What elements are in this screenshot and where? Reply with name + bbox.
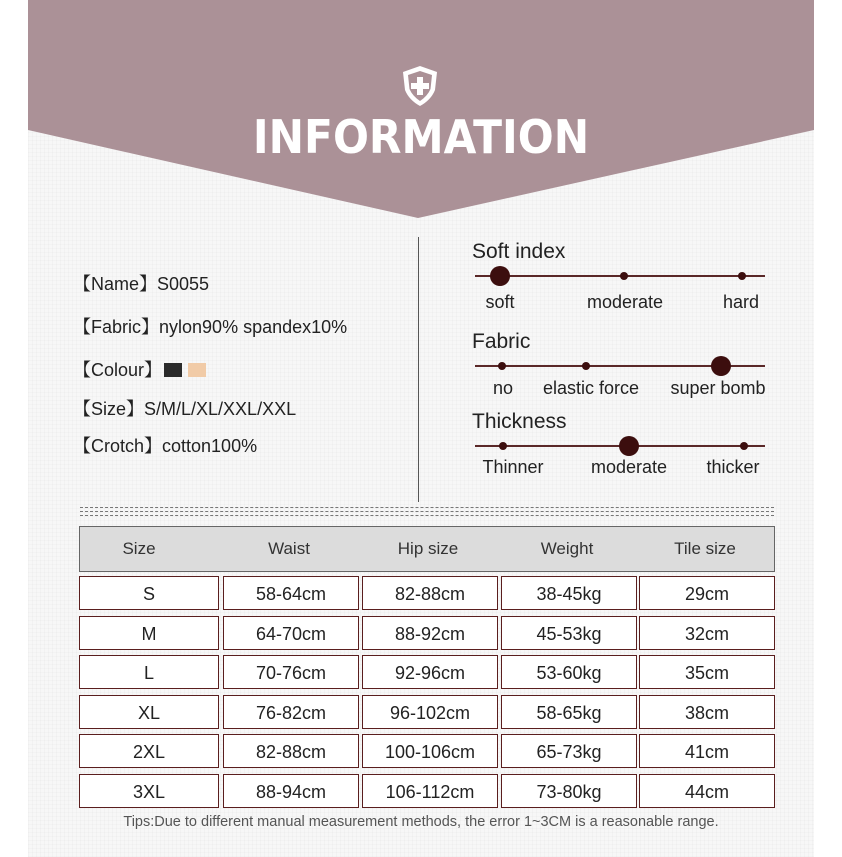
- table-cell: 45-53kg: [501, 616, 637, 650]
- header-cell: Weight: [540, 539, 594, 558]
- fabric-index-marker: [498, 362, 506, 370]
- tips-note: Tips:Due to different manual measurement methods, the error 1~3CM is a reasonable range.: [123, 814, 719, 830]
- table-cell: 70-76cm: [223, 655, 359, 689]
- dashed-separator: [80, 511, 774, 512]
- soft-index-marker: [738, 272, 746, 280]
- table-cell: 92-96cm: [362, 655, 498, 689]
- size-cell: 3XL: [79, 774, 219, 808]
- table-cell: 96-102cm: [362, 695, 498, 729]
- fabric-index-marker: [582, 362, 590, 370]
- size-cell: 2XL: [79, 734, 219, 768]
- soft-index-level: moderate: [586, 292, 664, 312]
- fabric-index-level: no: [492, 378, 514, 398]
- spec-fabric: [73, 313, 347, 339]
- table-cell: 65-73kg: [501, 734, 637, 768]
- table-cell: 106-112cm: [362, 774, 498, 808]
- fabric-index-marker-selected: [711, 356, 731, 376]
- table-cell: 82-88cm: [362, 576, 498, 610]
- spec-label: 【Name】: [73, 274, 158, 294]
- thickness-index-level: Thinner: [482, 457, 544, 477]
- soft-index-title: Soft index: [472, 240, 566, 263]
- shield-cross-icon: [400, 64, 440, 108]
- size-cell: S: [79, 576, 219, 610]
- spec-label: 【Crotch】: [73, 436, 163, 456]
- table-cell: 88-94cm: [223, 774, 359, 808]
- header-cell: Hip size: [397, 539, 459, 558]
- fabric-index-level: super bomb: [670, 378, 766, 398]
- table-cell: 82-88cm: [223, 734, 359, 768]
- thickness-index-title: Thickness: [472, 410, 567, 433]
- table-cell: 32cm: [639, 616, 775, 650]
- table-cell: 76-82cm: [223, 695, 359, 729]
- spec-label: 【Fabric】: [73, 317, 160, 337]
- thickness-index-level: moderate: [590, 457, 668, 477]
- fabric-index-level: elastic force: [542, 378, 640, 398]
- soft-index-level: hard: [722, 292, 760, 312]
- fabric-index-title: Fabric: [472, 330, 531, 353]
- info-banner: [28, 0, 814, 220]
- size-cell: M: [79, 616, 219, 650]
- spec-crotch: [73, 432, 257, 458]
- spec-colour: [73, 356, 206, 382]
- spec-name: [73, 270, 209, 296]
- table-cell: 88-92cm: [362, 616, 498, 650]
- table-cell: 53-60kg: [501, 655, 637, 689]
- table-cell: 35cm: [639, 655, 775, 689]
- size-cell: XL: [79, 695, 219, 729]
- table-cell: 29cm: [639, 576, 775, 610]
- header-cell: Tile size: [674, 539, 736, 558]
- thickness-index-level: thicker: [706, 457, 760, 477]
- table-cell: 41cm: [639, 734, 775, 768]
- divider: [418, 237, 419, 502]
- spec-value: S0055: [157, 274, 210, 294]
- spec-value: cotton100%: [162, 436, 258, 456]
- spec-value: nylon90% spandex10%: [159, 317, 348, 337]
- table-cell: 100-106cm: [362, 734, 498, 768]
- table-cell: 64-70cm: [223, 616, 359, 650]
- table-cell: 38cm: [639, 695, 775, 729]
- dashed-separator: [80, 515, 774, 516]
- table-cell: 58-64cm: [223, 576, 359, 610]
- size-table-header: [79, 526, 775, 572]
- spec-label: 【Colour】: [73, 360, 163, 380]
- table-cell: 38-45kg: [501, 576, 637, 610]
- header-cell: Waist: [268, 539, 310, 558]
- spec-label: 【Size】: [73, 399, 145, 419]
- table-cell: 58-65kg: [501, 695, 637, 729]
- spec-size: [73, 395, 296, 421]
- colour-swatch-black: [164, 363, 182, 377]
- colour-swatch-nude: [188, 363, 206, 377]
- thickness-index-marker-selected: [619, 436, 639, 456]
- page-title: INFORMATION: [252, 110, 590, 164]
- size-cell: L: [79, 655, 219, 689]
- soft-index-level: soft: [485, 292, 515, 312]
- thickness-index-marker: [499, 442, 507, 450]
- page: [28, 0, 814, 857]
- table-cell: 44cm: [639, 774, 775, 808]
- soft-index-marker-selected: [490, 266, 510, 286]
- header-cell: Size: [122, 539, 156, 558]
- dashed-separator: [80, 507, 774, 508]
- soft-index-marker: [620, 272, 628, 280]
- thickness-index-marker: [740, 442, 748, 450]
- table-cell: 73-80kg: [501, 774, 637, 808]
- spec-value: S/M/L/XL/XXL/XXL: [144, 399, 297, 419]
